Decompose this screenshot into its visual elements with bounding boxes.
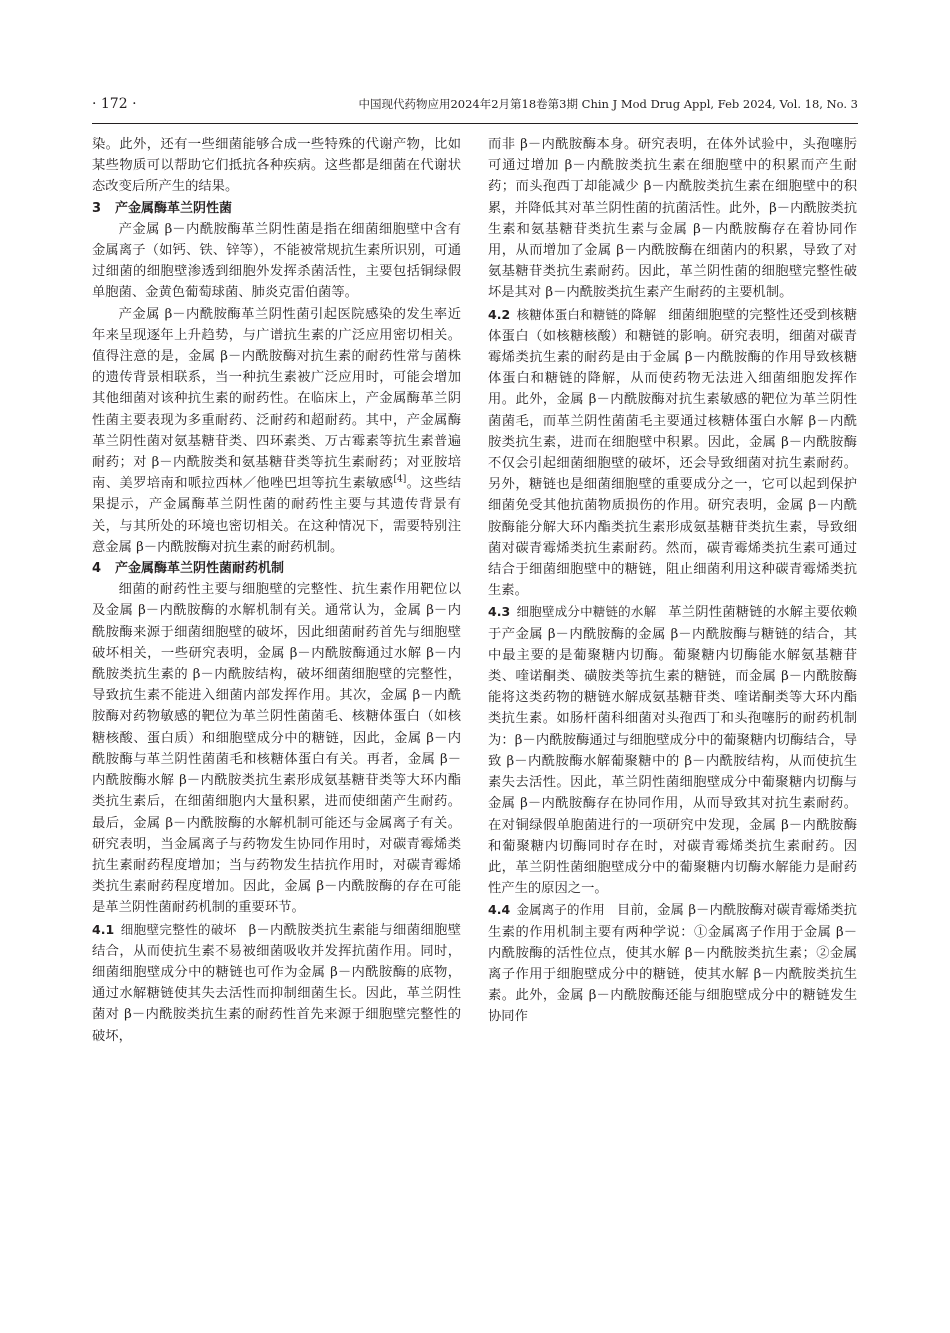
subsection-paragraph [488,304,857,602]
section-title: 产金属酶革兰阴性菌 [115,200,233,216]
subsection-heading-4-4 [488,902,605,917]
subsection-paragraph [488,601,857,899]
subsection-number: 4.3 [488,604,511,620]
section-heading-4 [92,558,461,579]
paragraph-text: 。这些结果提示，产金属酶革兰阴性菌的耐药性主要与其遗传背景有关，与其所处的环境也密切相关。在这种情况下，需要特别注意金属 β－内酰胺酶对抗生素的耐药机制。 [92,476,462,555]
left-column [92,134,461,1047]
paragraph: 染。此外，还有一些细菌能够合成一些特殊的代谢产物，比如某些物质可以帮助它们抵抗各种疾病。这些都是细菌在代谢状态改变后所产生的结果。 [92,137,461,195]
page-header [92,96,858,116]
subsection-title: 核糖体蛋白和糖链的降解 [516,306,657,322]
journal-info: 中国现代药物应用2024年2月第18卷第3期 Chin J Mod Drug Appl, Feb 2024, Vol. 18, No. 3 [358,97,858,111]
subsection-title: 细胞壁完整性的破坏 [120,921,237,937]
subsection-heading-4-3 [488,604,656,619]
section-heading-3 [92,198,461,219]
subsection-heading-4-2 [488,307,656,322]
header-rule [92,123,858,124]
citation: [4] [393,474,407,485]
paragraph-text: 细菌细胞壁的完整性还受到核糖体蛋白（如核糖核酸）和糖链的影响。研究表明，细菌对碳青霉烯类抗生素的耐药是由于金属 β－内酰胺酶的作用导致核糖体蛋白和糖链的降解，从而使药物无法进入细菌细胞发挥作用。此外，金属 β－内酰胺酶对抗生素敏感的靶位为革兰阴性菌菌毛，而革兰阴性菌菌毛主要通过核糖体蛋白水解 β－内酰胺类抗生素，进而在细胞壁中积累。因此，金属 β－内酰胺酶不仅会引起细菌细胞壁的破坏，还会导致细菌对抗生素耐药。另外，糖链也是细菌细胞壁的重要成分之一，它可以起到保护细菌免受其他抗菌物质损伤的作用。研究表明，金属 β－内酰胺酶能分解大环内酯类抗生素形成氨基糖苷类抗生素，导致细菌对碳青霉烯类抗生素耐药。然而，碳青霉烯类抗生素可通过结合于细菌细胞壁中的糖链，阻止细菌利用这种碳青霉烯类抗生素。 [488,307,857,599]
paragraph [92,304,461,558]
subsection-paragraph [488,899,857,1027]
paragraph-text: 革兰阴性菌糖链的水解主要依赖于产金属 β－内酰胺酶的金属 β－内酰胺酶与糖链的结合，其中最主要的是葡聚糖内切酶。葡聚糖内切酶能水解氨基糖苷类、喹诺酮类、磺胺类等抗生素的糖链，而金属 β－内酰胺酶能将这类药物的糖链水解成氨基糖苷类、喹诺酮类等大环内酯类抗生素。如肠杆菌科细菌对头孢西丁和头孢噻肟的耐药机制为：β－内酰胺酶通过与细胞壁成分中的葡聚糖内切酶结合，导致 β－内酰胺酶水解葡聚糖中的 β－内酰胺结构，从而使抗生素失去活性。因此，革兰阴性菌细胞壁成分中葡聚糖内切酶与金属 β－内酰胺酶存在协同作用，从而导致其对抗生素耐药。在对铜绿假单胞菌进行的一项研究中发现，金属 β－内酰胺酶和葡聚糖内切酶同时存在时，对碳青霉烯类抗生素耐药。因此，革兰阴性菌细胞壁成分中的葡聚糖内切酶水解能力是耐药性产生的原因之一。 [488,605,857,897]
subsection-paragraph [92,919,461,1047]
subsection-number: 4.2 [488,306,511,322]
section-number: 4 [92,561,102,577]
section-number: 3 [92,200,102,216]
paragraph-text: β－内酰胺类抗生素能与细菌细胞壁结合，从而使抗生素不易被细菌吸收并发挥抗菌作用。同时，细菌细胞壁成分中的糖链也可作为金属 β－内酰胺酶的底物，通过水解糖链使其失去活性而抑制细菌生长。因此，革兰阴性菌对 β－内酰胺类抗生素的耐药性首先来源于细胞壁完整性的破坏， [92,922,461,1044]
subsection-title: 细胞壁成分中糖链的水解 [516,604,657,620]
right-column [488,134,857,1028]
paragraph: 细菌的耐药性主要与细胞壁的完整性、抗生素作用靶位以及金属 β－内酰胺酶的水解机制有关。通常认为，金属 β－内酰胺酶来源于细菌细胞壁的破坏，因此细菌耐药首先与细胞壁破坏相关，一些研究表明，金属 β－内酰胺酶通过水解 β－内酰胺类抗生素的 β－内酰胺结构，破坏细菌细胞壁的完整性，导致抗生素不能进入细菌内部发挥作用。其次，金属 β－内酰胺酶对药物敏感的靶位为革兰阴性菌菌毛、核糖体蛋白（如核糖核酸、蛋白质）和细胞壁成分中的糖链，因此，金属 β－内酰胺酶与革兰阴性菌菌毛和核糖体蛋白有关。再者，金属 β－内酰胺酶水解 β－内酰胺类抗生素形成氨基糖苷类等大环内酯类抗生素后，在细菌细胞内大量积累，进而使细菌产生耐药。最后，金属 β－内酰胺酶的水解机制可能还与金属离子有关。研究表明，当金属离子与药物发生协同作用时，对碳青霉烯类抗生素耐药程度增加；当与药物发生拮抗作用时，对碳青霉烯类抗生素耐药程度增加。因此，金属 β－内酰胺酶的存在可能是革兰阴性菌耐药机制的重要环节。 [92,582,461,916]
subsection-heading-4-1 [92,922,237,937]
paragraph: 产金属 β－内酰胺酶革兰阴性菌是指在细菌细胞壁中含有金属离子（如钙、铁、锌等），不能被常规抗生素所识别，可通过细菌的细胞壁渗透到细胞外发挥杀菌活性，主要包括铜绿假单胞菌、金黄色葡萄球菌、肺炎克雷伯菌等。 [92,221,461,301]
page-number: · 172 · [92,96,137,112]
paragraph: 而非 β－内酰胺酶本身。研究表明，在体外试验中，头孢噻肟可通过增加 β－内酰胺类抗生素在细胞壁中的积累而产生耐药；而头孢西丁却能减少 β－内酰胺类抗生素在细胞壁中的积累，并降低其对革兰阴性菌的抗菌活性。此外，β－内酰胺类抗生素和氨基糖苷类抗生素与金属 β－内酰胺酶存在着协同作用，从而增加了金属 β－内酰胺酶在细菌内的积累，导致了对氨基糖苷类抗生素耐药。因此，革兰阴性菌的细胞壁完整性破坏是其对 β－内酰胺类抗生素产生耐药的主要机制。 [488,137,857,301]
subsection-title: 金属离子的作用 [516,902,605,918]
section-title: 产金属酶革兰阴性菌耐药机制 [115,561,285,577]
paragraph-text: 产金属 β－内酰胺酶革兰阴性菌引起医院感染的发生率近年来呈现逐年上升趋势，与广谱抗生素的广泛应用密切相关。值得注意的是，金属 β－内酰胺酶对抗生素的耐药性常与菌株的遗传背景相联系，当一种抗生素被广泛应用时，可能会增加其他细菌对该种抗生素的耐药性。在临床上，产金属酶革兰阴性菌主要表现为多重耐药、泛耐药和超耐药。其中，产金属酶革兰阴性菌对氨基糖苷类、四环素类、万古霉素等抗生素普遍耐药；对 β－内酰胺类和氨基糖苷类等抗生素耐药；对亚胺培南、美罗培南和哌拉西林／他唑巴坦等抗生素敏感 [92,306,461,492]
paragraph-text: 目前，金属 β－内酰胺酶对碳青霉烯类抗生素的作用机制主要有两种学说：①金属离子作用于金属 β－内酰胺酶的活性位点，使其水解 β－内酰胺类抗生素；②金属离子作用于细胞壁成分中的糖链，使其水解 β－内酰胺类抗生素。此外，金属 β－内酰胺酶还能与细胞壁成分中的糖链发生协同作 [488,903,857,1025]
subsection-number: 4.1 [92,921,115,937]
subsection-number: 4.4 [488,902,511,918]
